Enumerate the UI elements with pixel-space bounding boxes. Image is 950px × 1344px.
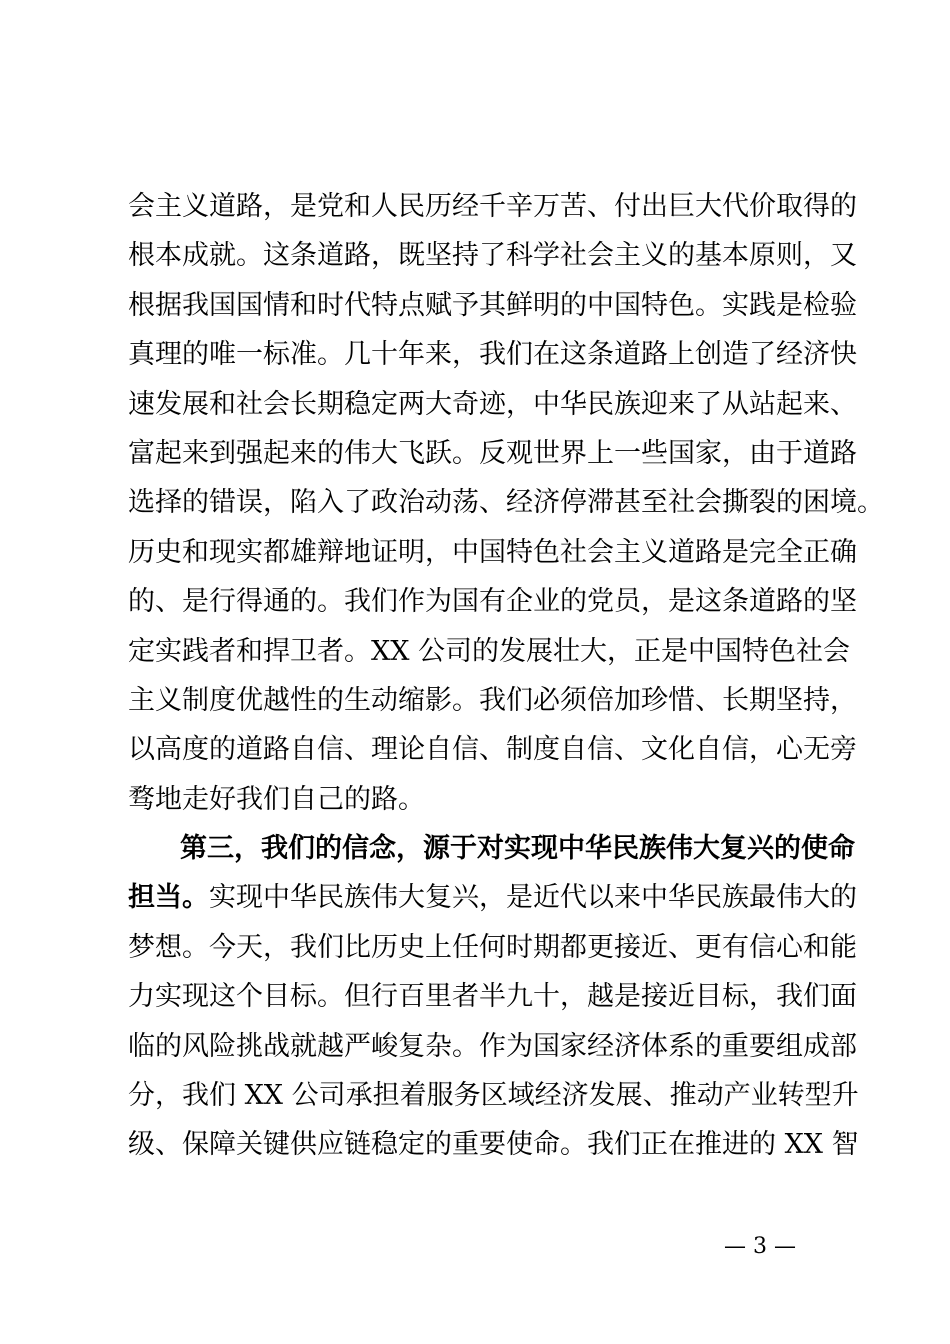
text-line: 的、是行得通的。我们作为国有企业的党员，是这条道路的坚	[128, 586, 857, 618]
heading-tail-bold: 担当。	[128, 882, 209, 914]
text-line: 会主义道路，是党和人民历经千辛万苦、付出巨大代价取得的	[128, 191, 857, 222]
text-line: 级、保障关键供应链稳定的重要使命。我们正在推进的 XX 智	[128, 1129, 859, 1161]
text-line: 速发展和社会长期稳定两大奇迹，中华民族迎来了从站起来、	[128, 388, 857, 420]
text-line: 梦想。今天，我们比历史上任何时期都更接近、更有信心和能	[128, 931, 857, 963]
body-text	[128, 182, 884, 1170]
text-line: 骛地走好我们自己的路。	[128, 783, 425, 815]
heading-tail-text: 实现中华民族伟大复兴，是近代以来中华民族最伟大的	[209, 882, 857, 914]
section-heading: 第三，我们的信念，源于对实现中华民族伟大复兴的使命	[180, 833, 855, 865]
text-line: 力实现这个目标。但行百里者半九十，越是接近目标，我们面	[128, 981, 857, 1013]
text-line: 分，我们 XX 公司承担着服务区域经济发展、推动产业转型升	[128, 1080, 859, 1112]
text-line: 真理的唯一标准。几十年来，我们在这条道路上创造了经济快	[128, 339, 857, 371]
text-line: 根本成就。这条道路，既坚持了科学社会主义的基本原则，又	[128, 240, 857, 272]
page-number: — 3 —	[724, 1234, 796, 1259]
text-line-heading-tail	[128, 873, 857, 922]
text-line: 历史和现实都雄辩地证明，中国特色社会主义道路是完全正确	[128, 536, 857, 568]
text-line: 定实践者和捍卫者。XX 公司的发展壮大，正是中国特色社会	[128, 635, 851, 667]
text-line: 根据我国国情和时代特点赋予其鲜明的中国特色。实践是检验	[128, 289, 857, 321]
text-line: 富起来到强起来的伟大飞跃。反观世界上一些国家，由于道路	[128, 437, 857, 469]
text-line: 临的风险挑战就越严峻复杂。作为国家经济体系的重要组成部	[128, 1030, 857, 1062]
text-line: 以高度的道路自信、理论自信、制度自信、文化自信，心无旁	[128, 734, 857, 766]
text-line: 选择的错误，陷入了政治动荡、经济停滞甚至社会撕裂的困境。	[128, 487, 884, 519]
text-line: 主义制度优越性的生动缩影。我们必须倍加珍惜、长期坚持，	[128, 684, 857, 716]
